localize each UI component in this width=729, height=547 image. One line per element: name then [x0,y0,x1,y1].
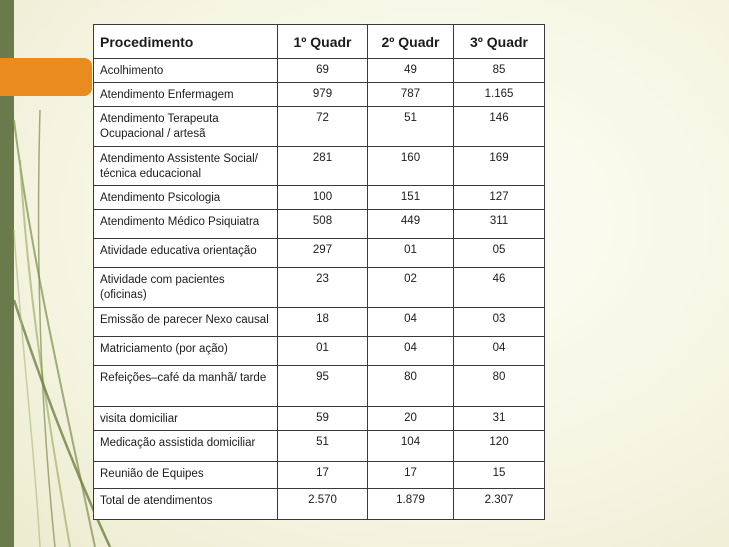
row-q1: 69 [278,59,368,83]
row-q1: 979 [278,83,368,107]
row-q3: 46 [454,268,545,308]
table-row [94,462,545,489]
row-q2: 01 [368,239,454,268]
row-q2: 02 [368,268,454,308]
row-q1: 18 [278,308,368,337]
table-row [94,407,545,431]
row-q1: 2.570 [278,489,368,520]
row-q3: 15 [454,462,545,489]
row-q2: 104 [368,431,454,462]
row-q3: 31 [454,407,545,431]
table-row [94,431,545,462]
row-q3: 311 [454,210,545,239]
row-name: Atendimento Médico Psiquiatra [94,210,278,239]
table-row [94,83,545,107]
row-q1: 281 [278,147,368,186]
row-q3: 04 [454,337,545,366]
table-row [94,210,545,239]
row-q1: 17 [278,462,368,489]
row-q1: 297 [278,239,368,268]
row-name: Acolhimento [94,59,278,83]
row-q1: 508 [278,210,368,239]
table-row [94,107,545,147]
row-q3: 2.307 [454,489,545,520]
row-name: Atendimento Psicologia [94,186,278,210]
row-q3: 05 [454,239,545,268]
table-row-total [94,489,545,520]
table-row [94,239,545,268]
row-q1: 01 [278,337,368,366]
row-name: Medicação assistida domiciliar [94,431,278,462]
row-q2: 151 [368,186,454,210]
row-q2: 04 [368,308,454,337]
row-q1: 59 [278,407,368,431]
header-procedimento: Procedimento [94,25,278,59]
curve-line [39,110,55,547]
row-q3: 85 [454,59,545,83]
row-name: Refeições–café da manhã/ tarde [94,366,278,407]
row-name: Atendimento Terapeuta Ocupacional / artesã [94,107,278,147]
table-header-row [94,25,545,59]
row-name: Atendimento Assistente Social/ técnica educacional [94,147,278,186]
row-q2: 449 [368,210,454,239]
table-row [94,147,545,186]
row-q1: 100 [278,186,368,210]
row-q2: 51 [368,107,454,147]
row-q2: 49 [368,59,454,83]
row-name: visita domiciliar [94,407,278,431]
row-name: Atividade com pacientes (oficinas) [94,268,278,308]
row-q3: 169 [454,147,545,186]
table-row [94,268,545,308]
row-q1: 23 [278,268,368,308]
curve-line [14,230,40,547]
header-quadr-1: 1º Quadr [278,25,368,59]
row-q2: 17 [368,462,454,489]
row-q3: 80 [454,366,545,407]
procedures-table [93,24,545,520]
row-q2: 160 [368,147,454,186]
row-name: Reunião de Equipes [94,462,278,489]
row-q1: 72 [278,107,368,147]
row-name: Matriciamento (por ação) [94,337,278,366]
row-q1: 95 [278,366,368,407]
table-row [94,59,545,83]
row-q2: 1.879 [368,489,454,520]
row-q3: 120 [454,431,545,462]
table-row [94,308,545,337]
row-q1: 51 [278,431,368,462]
table-row [94,366,545,407]
row-name: Total de atendimentos [94,489,278,520]
row-q2: 80 [368,366,454,407]
table-row [94,337,545,366]
procedures-table-container [93,24,545,520]
row-q3: 03 [454,308,545,337]
header-quadr-2: 2º Quadr [368,25,454,59]
row-q3: 1.165 [454,83,545,107]
row-q2: 04 [368,337,454,366]
row-q3: 127 [454,186,545,210]
row-q2: 787 [368,83,454,107]
row-q2: 20 [368,407,454,431]
row-name: Atendimento Enfermagem [94,83,278,107]
row-name: Emissão de parecer Nexo causal [94,308,278,337]
row-name: Atividade educativa orientação [94,239,278,268]
header-quadr-3: 3º Quadr [454,25,545,59]
row-q3: 146 [454,107,545,147]
table-row [94,186,545,210]
